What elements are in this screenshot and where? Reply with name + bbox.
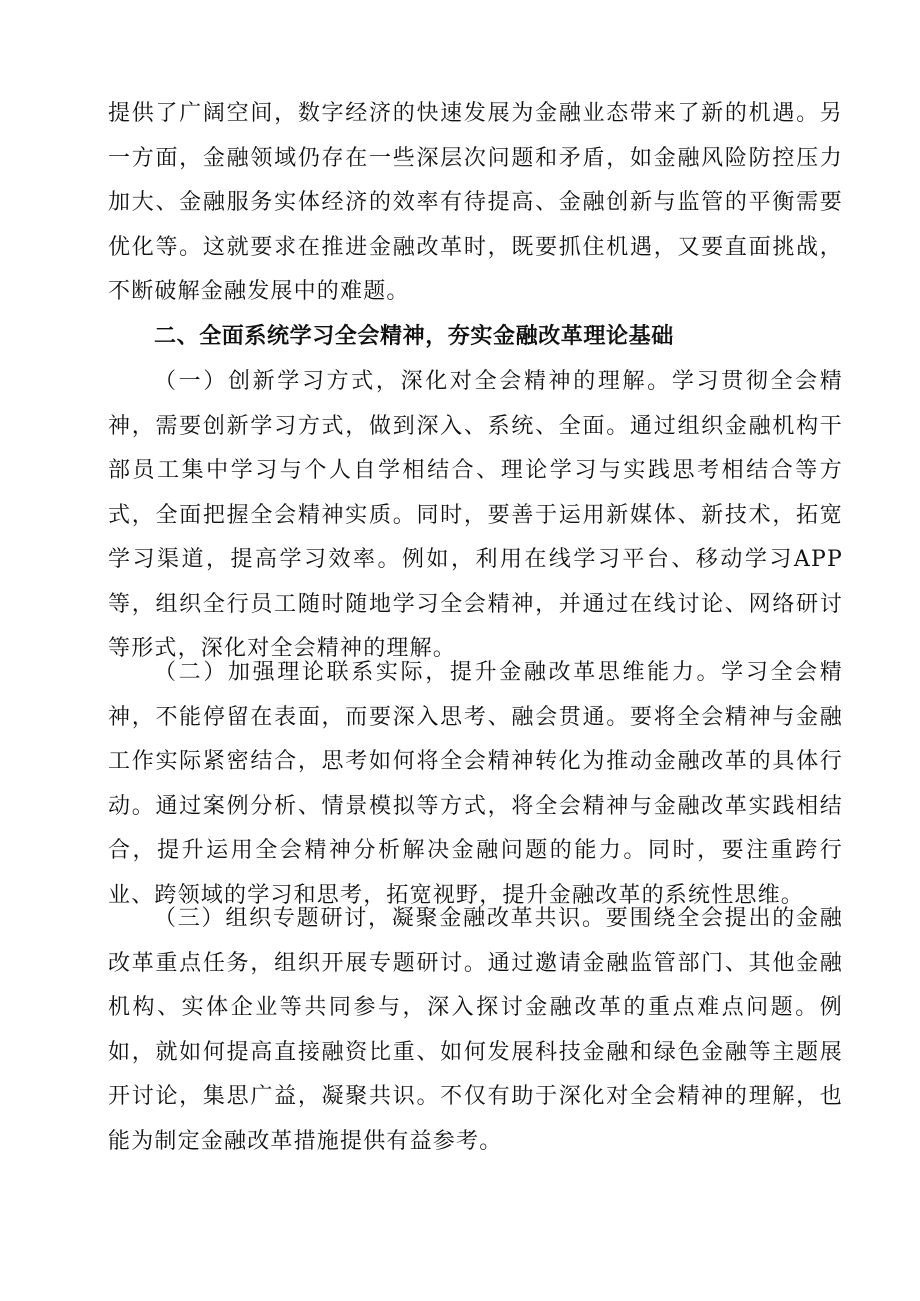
section-heading: 二、全面系统学习全会精神，夯实金融改革理论基础: [154, 324, 674, 349]
paragraph-item-3: （三）组织专题研讨，凝聚金融改革共识。要围绕全会提出的金融改革重点任务，组织开展专题研讨。通过邀请金融监管部门、其他金融机构、实体企业等共同参与，深入探讨金融改革的重点难点问题。例如，就如何提高直接融资比重、如何发展科技金融和绿色金融等主题展开讨论，集思广益，凝聚共识。不仅有助于深化对全会精神的理解，也能为制定金融改革措施提供有益参考。: [108, 906, 843, 1154]
intro-paragraph: 提供了广阔空间，数字经济的快速发展为金融业态带来了新的机遇。另一方面，金融领域仍存在一些深层次问题和矛盾，如金融风险防控压力加大、金融服务实体经济的效率有待提高、金融创新与监管的平衡需要优化等。这就要求在推进金融改革时，既要抓住机遇，又要直面挑战，不断破解金融发展中的难题。: [108, 101, 843, 304]
paragraph-item-1: （一）创新学习方式，深化对全会精神的理解。学习贯彻全会精神，需要创新学习方式，做到深入、系统、全面。通过组织金融机构干部员工集中学习与个人自学相结合、理论学习与实践思考相结合等方式，全面把握全会精神实质。同时，要善于运用新媒体、新技术，拓宽学习渠道，提高学习效率。例如，利用在线学习平台、移动学习APP等，组织全行员工随时随地学习全会精神，并通过在线讨论、网络研讨等形式，深化对全会精神的理解。: [108, 369, 843, 661]
paragraph-item-2: （二）加强理论联系实际，提升金融改革思维能力。学习全会精神，不能停留在表面，而要深入思考、融会贯通。要将全会精神与金融工作实际紧密结合，思考如何将全会精神转化为推动金融改革的具体行动。通过案例分析、情景模拟等方式，将全会精神与金融改革实践相结合，提升运用全会精神分析解决金融问题的能力。同时，要注重跨行业、跨领域的学习和思考，拓宽视野，提升金融改革的系统性思维。: [108, 660, 843, 908]
